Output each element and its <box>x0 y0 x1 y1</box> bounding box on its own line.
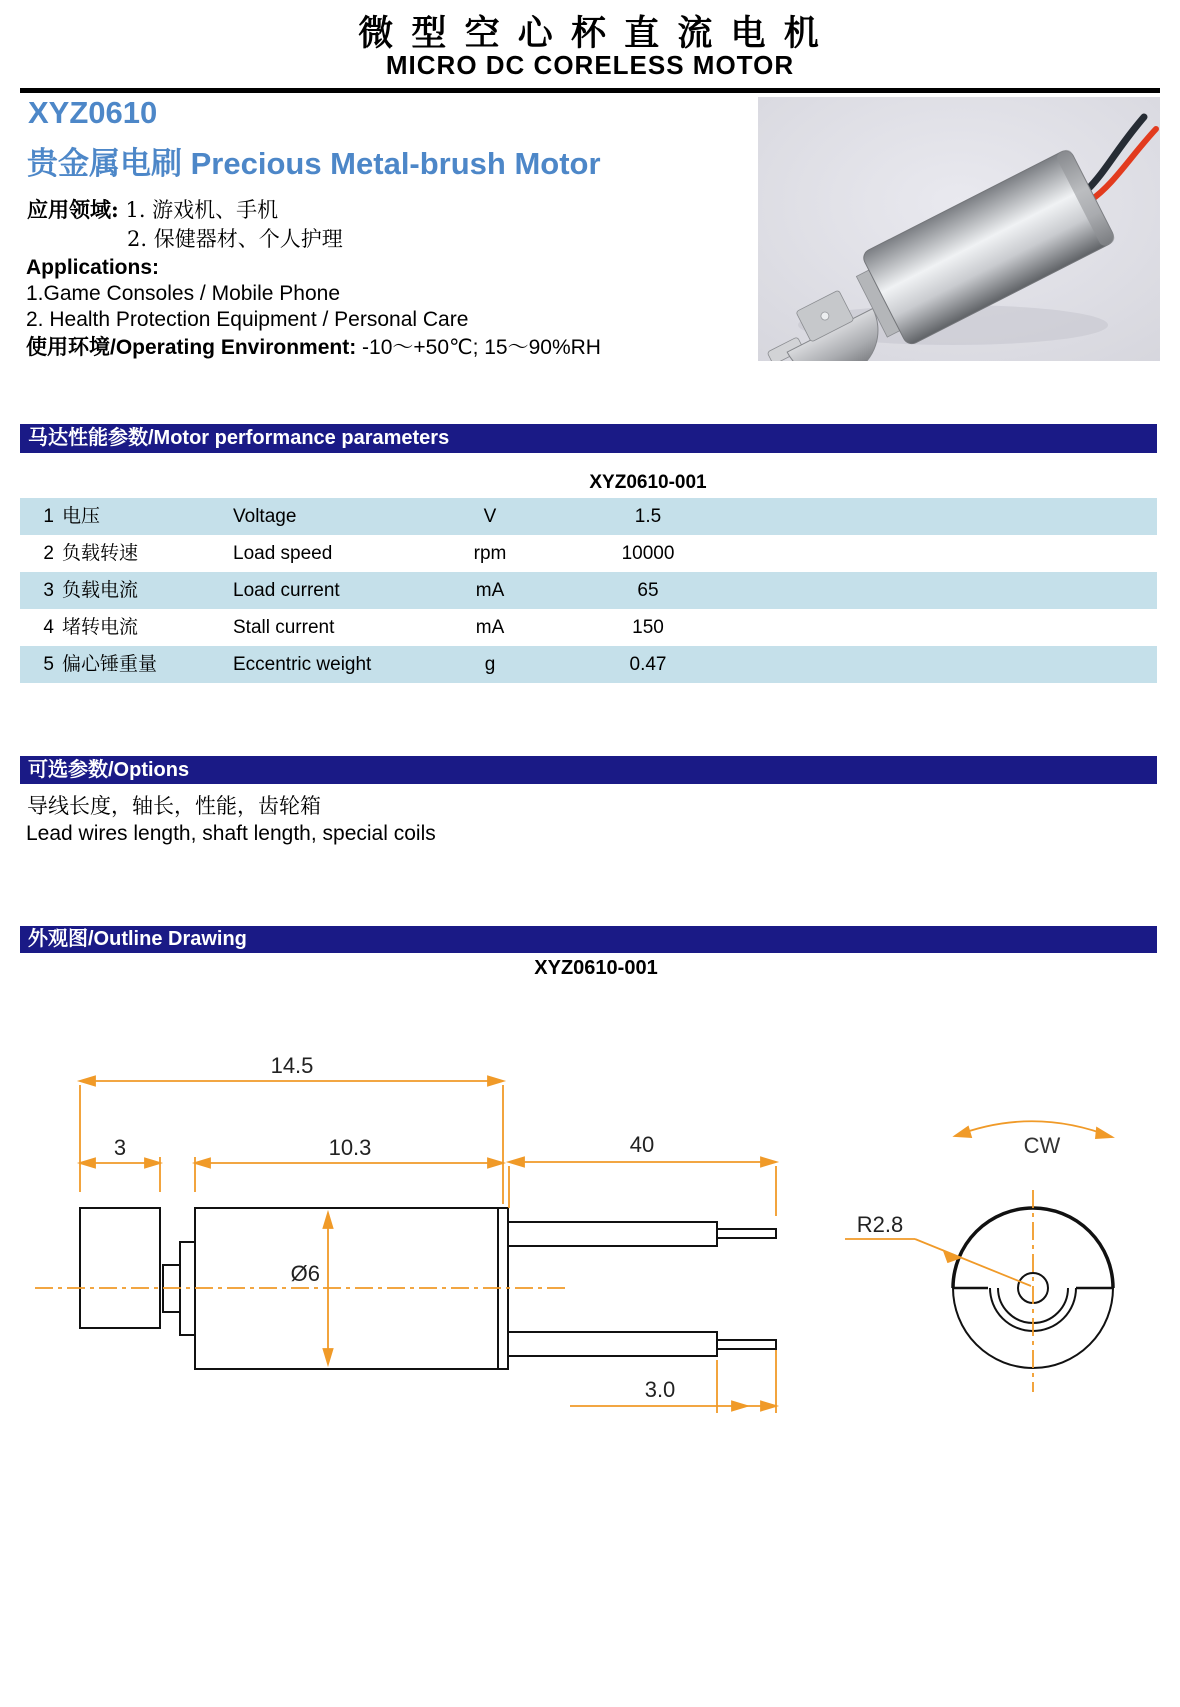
top-wire-tip <box>717 1229 776 1238</box>
operating-environment-label: 使用环境/Operating Environment: <box>26 336 357 359</box>
param-name-cn: 负载转速 <box>62 542 139 564</box>
dim-body-diameter: Ø6 <box>290 1261 320 1286</box>
weight-outline <box>80 1208 160 1328</box>
operating-environment <box>26 335 601 361</box>
table-row <box>20 535 1157 572</box>
param-value: 65 <box>637 580 659 601</box>
product-photo <box>758 97 1160 361</box>
applications-label-cn: 应用领域: <box>27 197 119 222</box>
table-row <box>20 609 1157 646</box>
param-value: 150 <box>632 617 664 638</box>
options-line-en: Lead wires length, shaft length, special coils <box>26 822 436 845</box>
application-cn-1: 1. 游戏机、手机 <box>125 198 279 222</box>
outline-drawing-svg <box>30 1040 1150 1460</box>
bottom-wire-outline <box>508 1332 717 1356</box>
section-bar-outline: 外观图/Outline Drawing <box>20 926 1157 953</box>
row-number: 2 <box>43 543 54 564</box>
param-name-cn: 偏心锤重量 <box>62 653 158 675</box>
param-name-cn: 负载电流 <box>62 579 139 601</box>
param-unit: mA <box>475 617 505 638</box>
row-number: 5 <box>43 654 54 675</box>
section-bar-performance: 马达性能参数/Motor performance parameters <box>20 424 1157 453</box>
param-value: 10000 <box>621 543 675 564</box>
subtitle-english: Precious Metal-brush Motor <box>190 146 601 181</box>
param-unit: V <box>483 506 497 527</box>
top-wire-outline <box>508 1222 717 1246</box>
header-divider <box>20 88 1160 93</box>
param-unit: rpm <box>473 543 507 564</box>
dim-weight-length: 3 <box>113 1135 127 1160</box>
table-row <box>20 498 1157 535</box>
outline-drawing-title: XYZ0610-001 <box>534 957 658 979</box>
row-number: 3 <box>43 580 54 601</box>
dim-total-length: 14.5 <box>270 1053 314 1078</box>
table-row <box>20 572 1157 609</box>
motor-photo-illustration <box>758 97 1160 361</box>
options-line-cn: 导线长度，轴长，性能，齿轮箱 <box>27 794 321 818</box>
param-name-en: Load speed <box>233 543 333 564</box>
bottom-wire-tip <box>717 1340 776 1349</box>
dim-body-length: 10.3 <box>328 1135 372 1160</box>
product-subtitle <box>27 138 601 183</box>
param-name-cn: 堵转电流 <box>62 616 139 638</box>
table-row <box>20 646 1157 683</box>
row-number: 1 <box>43 506 54 527</box>
applications-line-cn-1 <box>27 197 278 223</box>
outline-drawing <box>30 1040 1150 1465</box>
page-title-english: MICRO DC CORELESS MOTOR <box>385 50 795 80</box>
dim-weight-radius: R2.8 <box>856 1212 904 1237</box>
dim-lead-length: 40 <box>629 1132 655 1157</box>
applications-label-en: Applications: <box>26 256 160 279</box>
table-model-column-header: XYZ0610-001 <box>589 472 707 493</box>
page-title-chinese: 微 型 空 心 杯 直 流 电 机 <box>358 13 822 54</box>
application-cn-2: 2. 保健器材、个人护理 <box>127 227 343 251</box>
param-value: 0.47 <box>629 654 667 675</box>
param-name-en: Voltage <box>233 506 297 527</box>
dim-tip-length: 3.0 <box>644 1377 676 1402</box>
param-value: 1.5 <box>634 506 662 527</box>
param-name-en: Load current <box>233 580 340 601</box>
application-en-1: 1.Game Consoles / Mobile Phone <box>26 282 341 305</box>
param-unit: g <box>484 654 496 675</box>
param-name-cn: 电压 <box>62 505 101 527</box>
operating-environment-value: -10～+50℃; 15～90%RH <box>356 336 601 359</box>
subtitle-chinese: 贵金属电刷 <box>27 146 182 181</box>
row-number: 4 <box>43 617 54 638</box>
application-en-2: 2. Health Protection Equipment / Personal Care <box>26 308 469 331</box>
param-name-en: Eccentric weight <box>233 654 372 675</box>
model-number: XYZ0610 <box>28 95 158 130</box>
section-bar-options: 可选参数/Options <box>20 756 1157 784</box>
param-name-en: Stall current <box>233 617 335 638</box>
rotation-direction-label: CW <box>1023 1133 1061 1158</box>
param-unit: mA <box>475 580 505 601</box>
